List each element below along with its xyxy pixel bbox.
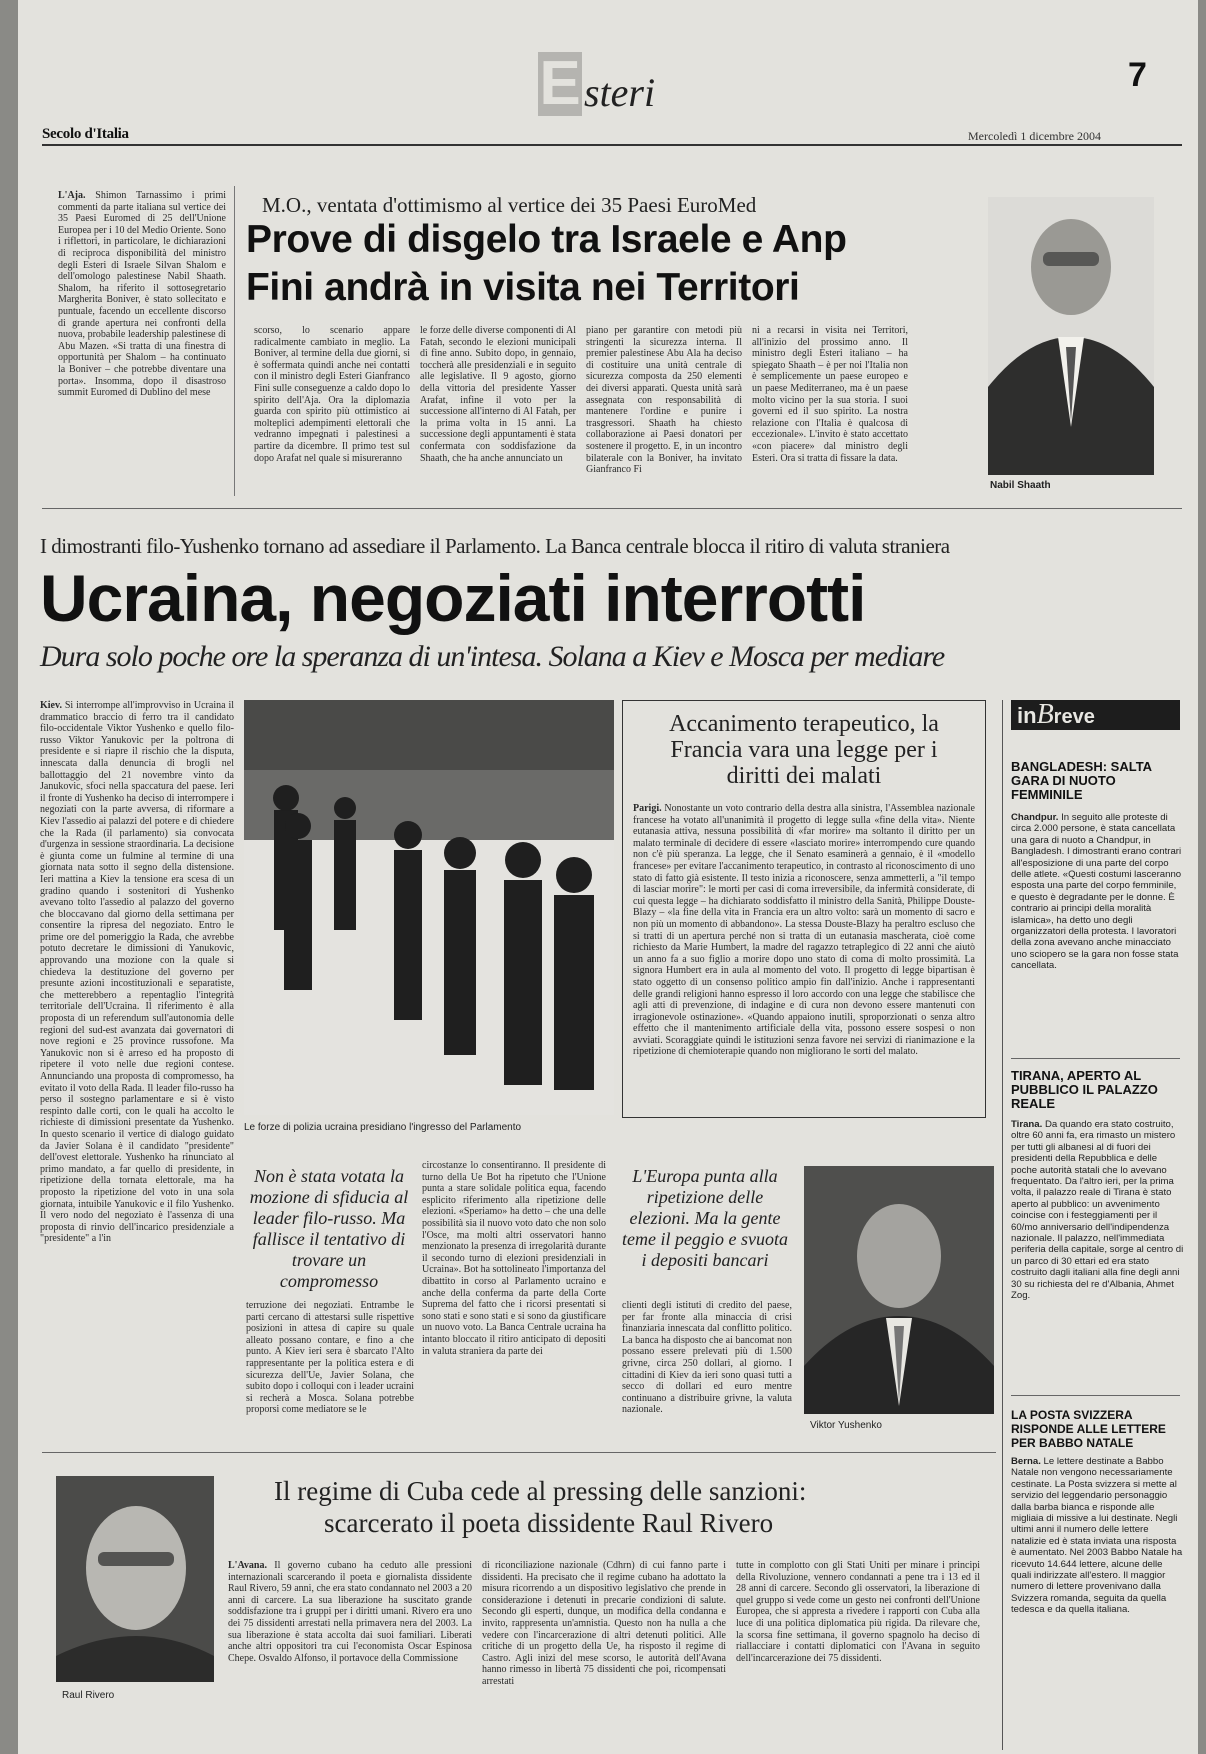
israel-lead-column (58, 190, 226, 495)
breve-heading: BANGLADESH: SALTA GARA DI NUOTO FEMMINILE (1011, 759, 1152, 802)
france-headline: Accanimento terapeutico, la Francia vara una legge per i diritti dei malati (669, 711, 939, 789)
ukraine-headline: Ucraina, negoziati interrotti (40, 561, 866, 635)
in-breve-title-rest: reve (1053, 706, 1095, 728)
yushenko-caption: Viktor Yushenko (810, 1420, 882, 1431)
israel-column-2: scorso, lo scenario appare radicalmente cambiato in meglio. La Boniver, al termine della due giorni, si è soffermata quindi anche nei contatti con il ministro degli Esteri Gianfranco Fini sulle conseguenze a caldo dopo lo spirito dell'Aja. Ora la diplomazia guarda con spirito più ottimistico ai molteplici adempimenti elettorali che vedranno impegnati i palestinesi a partire da dicembre. Il primo test sul dopo Arafat nel quale si misureranno (254, 325, 410, 464)
breve-body: Berna. Le lettere destinate a Babbo Natale non vengono necessariamente cestinate. La Posta svizzera si mette al servizio del leggendario personaggio dalla barba bianca e risponde alle migliaia di missive a lui destinate. Negli ultimi anni il numero delle lettere natalizie ed è stata inviata una risposta è aumentato. Nel 2003 Babbo Natale ha ricevuto 14.644 lettere, alcune delle quali indirizzate all'estero. Il maggior numero di lettere provenivano dalla Svizzera romanda, seguita da quella tedesca e da quella italiana. (1011, 1456, 1183, 1616)
breve-item-posta-svizzera (1011, 1408, 1184, 1706)
israel-column-5: ni a recarsi in visita nei Territori, all'inizio del prossimo anno. Il ministro degli Esteri italiano – ha spiegato Shaath – è per noi l'Italia non è semplicemente un paese europeo e un paese Mediterraneo, ma è un paese molto vicino per la sua storia. I suoi governi ed il suo spirito. La nostra relazione con l'Italia è qualcosa di eccezionale». L'invito è stato accettato «con piacere» dal ministro degli Esteri. Ora si tratta di fissare la data. (752, 325, 908, 464)
israel-column-4: piano per garantire con metodi più stringenti la sicurezza interna. Il premier palestinese Abu Ala ha deciso di costituire una unità centrale di sicurezza composta da 250 elementi dei diversi apparati. Questa unità sarà assegnata con responsabilità di mantenere l'ordine e punire i trasgressori. Shaath ha chiesto collaborazione ai Paesi donatori per sostenere il progetto. E, in un incontro bilaterale con la Boniver, ha invitato Gianfranco Fi (586, 325, 742, 476)
ukraine-pull-quote-1: Non è stata votata la mozione di sfiducia al leader filo-russo. Ma fallisce il tentativo di trovare un compromesso (249, 1166, 409, 1291)
cuba-col1-text: Il governo cubano ha ceduto alle pressioni internazionali scarcerando il poeta e giornalista dissidente Raul Rivero, 59 anni, che era stato condannato nel 2003 a 20 anni di carcere. La sua liberazione ha suscitato grande soddisfazione tra i gruppi per i diritti umani. Rivero era uno dei 75 dissidenti arrestati nella primavera nera del 2003. La sua liberazione è stata accolta dai suoi familiari. Liberati anche altri oppositori tra cui l'economista Oscar Espinosa Chepe. Osvaldo Alfonso, il portavoce della Commissione (228, 1560, 472, 1664)
issue-date: Mercoledì 1 dicembre 2004 (968, 129, 1101, 143)
ukraine-pull-quote-2: L'Europa punta alla ripetizione delle elezioni. Ma la gente teme il peggio e svuota i depositi bancari (622, 1166, 788, 1270)
rivero-illustration (56, 1476, 214, 1682)
in-breve-sidebar (1002, 700, 1184, 1750)
masthead-rule (42, 144, 1182, 146)
israel-lead-text: Shimon Tarnassimo i primi commenti da parte italiana sul vertice dei 35 Paesi Euromed di 25 dell'Unione Europea per i 10 del Medio Oriente. Sono i riflettori, in particolare, le dichiarazioni di reciproca disponibilità del ministro degli Esteri di Israele Silvan Shalom e dell'omologo palestinese Nabil Shaath. Shalom, ha riferito il sottosegretario Margherita Boniver, è stato sollecitato e puntuale, facendo un eccellente discorso di grande apertura nei confronti della nuova, probabile leadership palestinese di Abu Mazen. «Si tratta di una finestra di opportunità per Shalom – ha continuato la Boniver – che potrebbe diventare una porta». Insomma, dopo il disastroso summit Euromed di Dublino del mese (58, 190, 226, 399)
ukraine-dateline: Kiev. (40, 700, 62, 711)
israel-headline-1: Prove di disgelo tra Israele e Anp (246, 218, 847, 261)
breve-item-tirana (1011, 1069, 1184, 1389)
page-number: 7 (1128, 56, 1147, 94)
section-rule-2 (42, 1452, 996, 1453)
ukraine-column-3: circostanze lo consentiranno. Il presidente di turno della Ue Bot ha ripetuto che l'Unione punta a stare solidale politica equa, facendo esplicito riferimento alla ripetizione delle elezioni. «Speriamo» ha detto – che una delle possibilità sia il nuovo voto dato che non solo l'Osce, ma molti altri osservatori hanno menzionato la presenza di irregolarità durante il secondo turno di elezioni presidenziali in Ucraina». Bot ha sottolineato l'importanza del dibattito in corso al Parlamento ucraino e anche della conferma da parte della Corte Suprema del fatto che i ricorsi presentati si sono stati e sono stati e si sono da giustificare un nuovo voto. La Banca Centrale ucraina ha intanto bloccato il ritiro anticipato di depositi in valuta straniera da parte dei (422, 1160, 606, 1357)
ukraine-kicker: I dimostranti filo-Yushenko tornano ad assediare il Parlamento. La Banca centrale blocca il ritiro di valuta straniera (40, 534, 950, 558)
france-body (633, 803, 975, 1103)
nabil-shaath-photo (988, 197, 1154, 475)
section-logo (538, 49, 656, 122)
breve-heading: TIRANA, APERTO AL PUBBLICO IL PALAZZO REALE (1011, 1068, 1158, 1111)
france-story-box (622, 700, 986, 1118)
israel-column-3: le forze delle diverse componenti di Al Fatah, secondo le elezioni municipali di fine anno. Subito dopo, in gennaio, toccherà alle presidenziali e in seguito alle legislative. Il 9 agosto, giorno della vittoria del presidente Yasser Arafat, infine il voto per la successione all'interno di Al Fatah, per la prima volta in 15 anni. La successione degli appuntamenti è stata confermata con soddisfazione da Shaath, che ha anche annunciato un (420, 325, 576, 464)
breve-item-bangladesh (1011, 760, 1184, 1052)
newspaper-name: Secolo d'Italia (42, 126, 129, 142)
israel-dateline: L'Aja. (58, 190, 86, 201)
in-breve-title (1011, 700, 1180, 730)
ukraine-column-2: terruzione dei negoziati. Entrambe le parti cercano di attestarsi sulle rispettive posizioni in attesa di capire su quale alleato possano contare, e fino a che punto. A Kiev ieri sera è sbarcato l'Alto rappresentante per la politica estera e di sicurezza dell'Ue, Javier Solana, che subito dopo i colloqui con i leader ucraini si recherà a Mosca. Solana potrebbe proporsi come mediatore se le (246, 1300, 414, 1416)
cuba-column-3: tutte in complotto con gli Stati Uniti per minare i principi della Rivoluzione, vennero condannati a pene tra i 13 ed il 28 anni di carcere. Secondo gli osservatori, la liberazione di quel gruppo si vede come un gesto nei confronti dell'Unione Europea, che si appresta a rivedere i rapporti con Cuba alla luce di una politica diplomatica più rigida. Da rilevare che, la scorsa fine settimana, il governo spagnolo ha deciso di riallacciare i contatti diplomatici con l'Avana in seguito dell'incarcerazione dei 75 dissidenti. (736, 1560, 980, 1664)
france-dateline: Parigi. (633, 803, 662, 814)
ukraine-column-1 (40, 700, 234, 1440)
raul-rivero-caption: Raul Rivero (62, 1690, 115, 1701)
yushenko-photo (804, 1166, 994, 1414)
breve-body: Chandpur. In seguito alle proteste di circa 2.000 persone, è stata cancellata una gara di nuoto a Chandpur, in Bangladesh. I dimostranti erano contrari all'esposizione di una parte del corpo delle atlete. «Questi costumi lasceranno esposta una parte del corpo femminile, e questo è degradante per le donne. È contrario ai principi della moralità islamica», ha detto uno degli organizzatori della protesta. I lavoratori della zona avevano anche minacciato uno sciopero se la gara non fosse stata cancellata. (1011, 812, 1182, 972)
in-breve-title-initial: B (1036, 699, 1054, 730)
ukraine-col1-text: Si interrompe all'improvviso in Ucraina il drammatico braccio di ferro tra il candidato filo-occidentale Viktor Yushenko e quello filo-russo Viktor Yanukovic per la poltrona di presidente e si riapre il rischio che la disputa, innescata dalla denuncia di brogli nel ballottaggio del 21 novembre vinto da Janukovic, sfoci nella spaccatura del paese. Ieri il fronte di Yushenko ha deciso di interrompere i negoziati con la parte avversa, di riformare a Kiev l'assedio ai palazzi del potere e di chiedere che la Rada (il parlamento) sia convocata d'urgenza in sessione straordinaria. La decisione è giunta come un fulmine al termine di una giornata nata sotto il segno della distensione. Ieri mattina a Kiev la tensione era scesa di un gradino quando i sostenitori di Yushenko avevano tolto l'assedio al palazzo del governo che bloccavano dal giorno della settimana per consentire la ripresa del negoziato. Entro le prime ore del pomeriggio la Rada, che avrebbe potuto decretare le dimissioni di Yanukovic, approvando una mozione con la quale si chiedeva la destituzione del governo per presunte azioni incostituzionali e separatiste, che metterebbero a repentaglio l'integrità territoriale dell'Ucraina. Il riferimento è alla proposta di un referendum sull'autonomia delle regioni del sud-est avanzata dai governatori di nove regioni e 25 province russofone. Ma Yanukovic non si è arreso ed ha proposto di ripetere il voto nelle due regioni contese. Annunciando una proposta di compromesso, ha evitato il voto della Rada. Il leader filo-russo ha perso il sostegno parlamentare e si è visto respinto dalle corti, con le quali ha accolto le richieste di dimissioni presentate da Yushenko. In questo scenario il vertice di dialogo guidato da Javier Solana è il candidato "presidente" dell'ovest elettorale. Yushenko ha rinunciato al primo mandato, a far quello di presidente, in ripetizione della tornata elettorale, ma ha proposto la ripetizione del voto in una sola giornata, intuibile Yanukovic e il filo Yushenko. Il vero nodo del negoziato è l'assenza di una proposta di rinvio dell'incarico presidenziale a "presidente" a l'in (40, 700, 234, 1245)
cuba-column-1 (228, 1560, 472, 1748)
yushenko-illustration (804, 1166, 994, 1414)
cuba-column-2: di riconciliazione nazionale (Cdhrn) di cui fanno parte i dissidenti. Ha precisato che il regime cubano ha adottato la misura ricorrendo a un dispositivo legislativo che prende in considerazione i detenuti in precarie condizioni di salute. Secondo gli esperti, dunque, un modifica della condanna e invito, rappresenta un'amnistia. Questo non ha nulla a che vedere con l'incarcerazione di altri detenuti politici. Alle critiche di un progetto della Ue, ha risposto il regime di Castro. Agli inizi del mese scorso, le autorità dell'Avana hanno rimesso in libertà 75 dissidenti che poi, ricompensati arrestati (482, 1560, 726, 1687)
section-rule-1 (42, 508, 1182, 509)
cuba-headline-1: Il regime di Cuba cede al pressing delle sanzioni: (274, 1476, 807, 1506)
breve-body: Tirana. Da quando era stato costruito, oltre 60 anni fa, era rimasto un mistero per tutti gli albanesi al di fuori dei presidenti della Repubblica e delle poche autorità statali che lo avevano frequentato. Da l'altro ieri, per la prima volta, il palazzo reale di Tirana è stato aperto al pubblico: un avvenimento coincise con i festeggiamenti per il 60/mo anniversario dell'indipendenza nazionale. Il palazzo, nell'immediata periferia della capitale, sorge al centro di un parco di 30 ettari ed era stato costruito dagli italiani alla fine degli anni 30 su richiesta del re d'Albania, Ahmet Zog. (1011, 1119, 1184, 1302)
police-illustration (244, 700, 614, 1115)
ukraine-column-4: clienti degli istituti di credito del paese, per far fronte alla minaccia di crisi finanziaria innescata dal conflitto politico. La banca ha disposto che ai bancomat non possano essere prelevati più di 1.500 grivne, circa 250 dollari, al giorno. I cittadini di Kiev da ieri sono quasi tutti a secco di dollari ed euro mentre continuano a distribuire grivne, la valuta nazionale. (622, 1300, 792, 1416)
newspaper-page (18, 0, 1198, 1754)
cuba-dateline: L'Avana. (228, 1560, 267, 1571)
police-photo-caption: Le forze di polizia ucraina presidiano l'ingresso del Parlamento (244, 1122, 522, 1133)
portrait-illustration (988, 197, 1154, 475)
nabil-shaath-caption: Nabil Shaath (990, 480, 1051, 491)
section-logo-rest: steri (584, 70, 656, 115)
france-body-text: Nonostante un voto contrario della destra alla sinistra, l'Assemblea nazionale francese ha votato all'unanimità il progetto di legge sulla «fine della vita». Niente eutanasia attiva, nessuna possibilità di «far morire» ma soltanto il diritto per un malato terminale di decidere di essere «lasciato morire» interrompendo cure quando non c'è più speranza. La legge, che il Senato esaminerà a gennaio, è il «modello francese» per evitare l'accanimento terapeutico, in contrasto al riconoscimento di uno stato di fatto già esistente. Il testo inizia a riconoscere, senza ammetterli, a "il tempo di lasciar morire": le morti per casi di coma irreversibile, da infermità considerate, di cui questa legge – ha dichiarato soddisfatto il ministro della Sanità, Philippe Douste-Blazy – «la fine della vita in Francia era un altro volto: sarà un momento di sacro e non più un momento di abbandono». La stessa Douste-Blazy ha peraltro escluso che si tratti di un apertura perché non si tratta di un eutanasia mascherata, cioè come richiesto da Marie Humbert, la madre del ragazzo tetraplegico di 22 anni che aiutò un anno fa a suo figlio a morire dopo uno stato di coma di molto prossimità. La signora Humbert era in aula al momento del voto. Il progetto di legge bipartisan è stato oggetto di un consenso politico ampio fin dall'inizio. Anche i rappresentanti delle grandi religioni hanno espresso il loro accordo con una legge che stabilisce che agli atti di prevenzione, di indagine e di cura non devono essere mantenuti con irragionevole ostinazione». «Quando appaiono inutili, sproporzionati o senza altro effetto che il mantenimento artificiale della vita, possono essere sospesi o non avviati. Scoraggiate quindi le istituzioni senza favore nei servizi di rianimazione e la ripetizione di chemioterapie quando non migliorano le sorti del malato. (633, 803, 975, 1058)
section-logo-initial: E (539, 49, 581, 118)
raul-rivero-photo (56, 1476, 214, 1682)
israel-headline-2: Fini andrà in visita nei Territori (246, 266, 800, 309)
cuba-headline-2: scarcerato il poeta dissidente Raul Rivero (324, 1508, 774, 1538)
police-photo (244, 700, 614, 1115)
israel-kicker: M.O., ventata d'ottimismo al vertice dei 35 Paesi EuroMed (262, 193, 757, 217)
israel-col-divider (234, 186, 235, 496)
ukraine-subhead: Dura solo poche ore la speranza di un'intesa. Solana a Kiev e Mosca per mediare (40, 640, 945, 673)
in-breve-title-pre: in (1017, 703, 1037, 728)
breve-heading: LA POSTA SVIZZERA RISPONDE ALLE LETTERE PER BABBO NATALE (1011, 1408, 1166, 1450)
